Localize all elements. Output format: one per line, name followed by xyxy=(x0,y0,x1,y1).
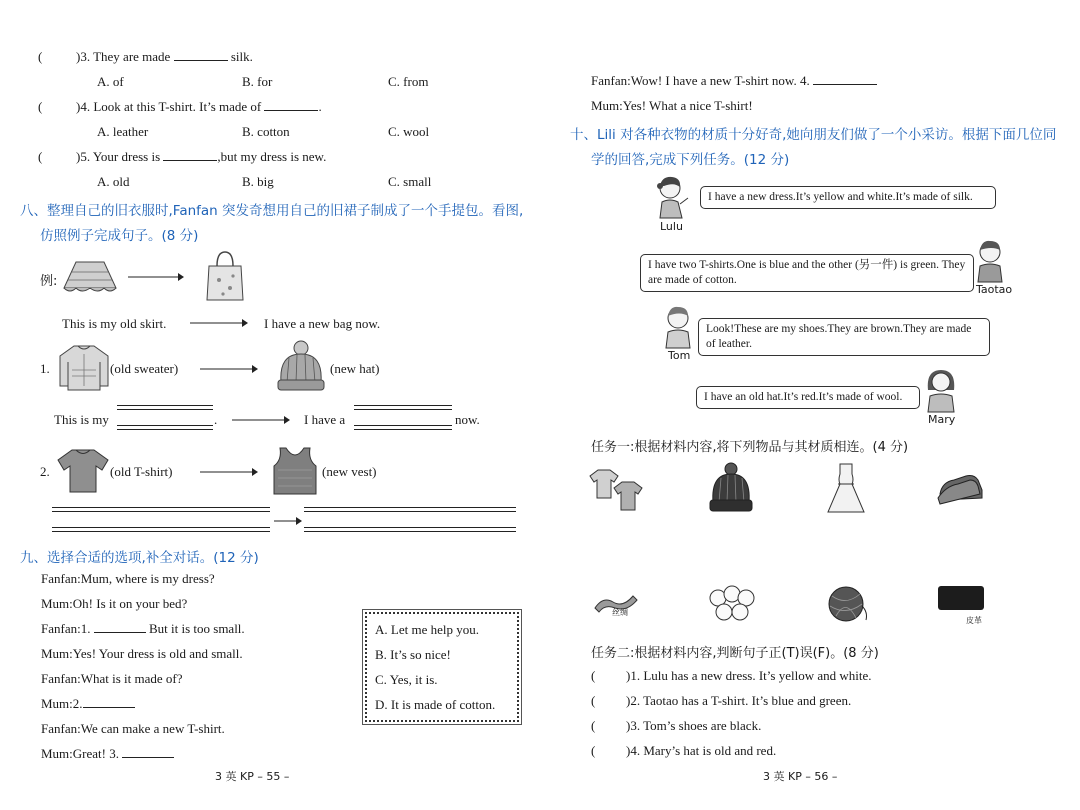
dialog-line-4: Mum:Yes! Your dress is old and small. xyxy=(41,646,243,661)
option-b: B. It’s so nice! xyxy=(375,647,451,662)
section-9-heading: 九、选择合适的选项,补全对话。(12 分) xyxy=(20,550,259,566)
task-2-heading: 任务二:根据材料内容,判断句子正(T)误(F)。(8 分) xyxy=(591,646,879,661)
tf-2-text: )2. Taotao has a T-shirt. It’s blue and green. xyxy=(626,693,852,708)
tf-1-text: )1. Lulu has a new dress. It’s yellow and white. xyxy=(626,668,872,683)
item-1-number: 1. xyxy=(40,361,50,376)
sweater-icon xyxy=(58,342,110,392)
item-1-sentence-end: now. xyxy=(455,412,480,427)
tf-1-paren[interactable]: ( xyxy=(591,668,596,683)
item-2-answer-line-4[interactable] xyxy=(304,527,516,532)
t-shirt-icon xyxy=(56,448,110,494)
page-number-right: 3 英 KP – 56 – xyxy=(763,770,838,783)
tf-3-paren[interactable]: ( xyxy=(591,718,596,733)
item-2-new-label: (new vest) xyxy=(322,464,377,479)
arrow-icon xyxy=(190,318,248,328)
q3-blank[interactable] xyxy=(174,49,228,61)
skirt-icon xyxy=(60,258,120,296)
item-2-answer-line-3[interactable] xyxy=(304,507,516,512)
item-1-sentence-start: This is my xyxy=(54,412,109,427)
taotao-avatar-icon xyxy=(972,238,1006,284)
q5-paren: ( xyxy=(38,149,43,164)
taotao-speech-bubble: I have two T-shirts.One is blue and the other (另一件) is green. They are made of cotton. xyxy=(640,254,974,292)
item-1-old-label: (old sweater) xyxy=(110,361,179,376)
q4-stem: )4. Look at this T-shirt. It’s made of . xyxy=(76,99,322,114)
lulu-avatar-icon xyxy=(656,174,690,220)
q3-option-b: B. for xyxy=(242,74,273,89)
knit-hat-icon xyxy=(708,462,754,516)
dialog-line-3: Fanfan:1. But it is too small. xyxy=(41,621,245,636)
arrow-icon xyxy=(200,467,258,477)
leather-shoes-icon xyxy=(936,470,986,506)
item-2-answer-line-2[interactable] xyxy=(52,527,270,532)
mary-avatar-icon xyxy=(924,368,958,414)
item-1-period: . xyxy=(214,412,218,427)
wool-yarn-icon xyxy=(826,584,870,624)
two-t-shirts-icon xyxy=(590,468,646,514)
q5-stem: )5. Your dress is ,but my dress is new. xyxy=(76,149,327,164)
mary-speech-bubble: I have an old hat.It’s red.It’s made of wool. xyxy=(696,386,920,409)
dialog-blank-2[interactable] xyxy=(83,696,135,708)
option-a: A. Let me help you. xyxy=(375,622,479,637)
item-1-answer-line-3[interactable] xyxy=(354,405,452,410)
tf-4-paren[interactable]: ( xyxy=(591,743,596,758)
leather-swatch-icon xyxy=(938,586,984,610)
section-8-heading: 八、整理自己的旧衣服时,Fanfan 突发奇想用自己的旧裙子制成了一个手提包。看图, xyxy=(20,203,524,219)
q4-option-a: A. leather xyxy=(97,124,149,139)
dialog-line-7: Fanfan:We can make a new T-shirt. xyxy=(41,721,225,736)
dialog-line-1: Fanfan:Mum, where is my dress? xyxy=(41,571,215,586)
q4-paren: ( xyxy=(38,99,43,114)
lulu-speech-bubble: I have a new dress.It’s yellow and white.It’s made of silk. xyxy=(700,186,996,209)
leather-label: 皮革 xyxy=(966,616,982,625)
q5-option-a: A. old xyxy=(97,174,130,189)
item-2-old-label: (old T-shirt) xyxy=(110,464,173,479)
item-1-answer-line-4[interactable] xyxy=(354,425,452,430)
q4-blank[interactable] xyxy=(264,99,318,111)
vest-icon xyxy=(272,446,318,496)
arrow-icon xyxy=(128,272,184,282)
page-number-left: 3 英 KP – 55 – xyxy=(215,770,290,783)
item-2-number: 2. xyxy=(40,464,50,479)
dialog-line-5: Fanfan:What is it made of? xyxy=(41,671,183,686)
arrow-icon xyxy=(232,415,290,425)
item-1-new-label: (new hat) xyxy=(330,361,380,376)
tom-avatar-icon xyxy=(662,304,696,350)
dialog-line-2: Mum:Oh! Is it on your bed? xyxy=(41,596,188,611)
lulu-name: Lulu xyxy=(660,220,683,233)
q5-option-b: B. big xyxy=(242,174,274,189)
dialog-blank-4[interactable] xyxy=(813,73,877,85)
dialog-blank-1[interactable] xyxy=(94,621,146,633)
dialog-line-8: Mum:Great! 3. xyxy=(41,746,174,762)
tom-name: Tom xyxy=(668,349,691,362)
tf-2-paren[interactable]: ( xyxy=(591,693,596,708)
arrow-icon xyxy=(200,364,258,374)
q3-option-c: C. from xyxy=(388,74,429,89)
task-1-heading: 任务一:根据材料内容,将下列物品与其材质相连。(4 分) xyxy=(591,440,909,455)
fanfan-line: Fanfan:Wow! I have a new T-shirt now. 4. xyxy=(591,73,877,89)
option-c: C. Yes, it is. xyxy=(375,672,438,687)
cotton-icon xyxy=(708,584,760,624)
tf-4-text: )4. Mary’s hat is old and red. xyxy=(626,743,777,758)
dress-icon xyxy=(826,462,866,516)
q5-blank[interactable] xyxy=(163,149,217,161)
item-1-answer-line-1[interactable] xyxy=(117,405,213,410)
tf-3-text: )3. Tom’s shoes are black. xyxy=(626,718,762,733)
dialog-blank-3[interactable] xyxy=(122,746,174,758)
example-label: 例: xyxy=(40,274,58,289)
q4-option-b: B. cotton xyxy=(242,124,290,139)
example-sentence-1: This is my old skirt. xyxy=(62,316,167,331)
tote-bag-icon xyxy=(205,250,245,302)
options-box xyxy=(365,612,519,722)
example-sentence-2: I have a new bag now. xyxy=(264,316,381,331)
silk-label: 丝绸 xyxy=(612,608,628,617)
option-d: D. It is made of cotton. xyxy=(375,697,496,712)
mum-line: Mum:Yes! What a nice T-shirt! xyxy=(591,98,753,113)
knit-hat-icon xyxy=(275,340,327,394)
item-1-sentence-middle: I have a xyxy=(304,412,346,427)
item-2-answer-line-1[interactable] xyxy=(52,507,270,512)
q3-stem: )3. They are made silk. xyxy=(76,49,253,64)
section-10-heading: 十、Lili 对各种衣物的材质十分好奇,她向朋友们做了一个小采访。根据下面几位同 xyxy=(570,127,1057,143)
q5-option-c: C. small xyxy=(388,174,432,189)
taotao-name: Taotao xyxy=(976,283,1013,296)
q3-paren: ( xyxy=(38,49,43,64)
tom-speech-bubble: Look!These are my shoes.They are brown.They are made of leather. xyxy=(698,318,990,356)
q4-option-c: C. wool xyxy=(388,124,430,139)
dialog-line-6: Mum:2. xyxy=(41,696,135,712)
section-10-heading-line2: 学的回答,完成下列任务。(12 分) xyxy=(591,152,790,168)
mary-name: Mary xyxy=(928,413,956,426)
arrow-icon xyxy=(274,516,302,526)
section-8-heading-line2: 仿照例子完成句子。(8 分) xyxy=(40,228,199,244)
q3-option-a: A. of xyxy=(97,74,124,89)
item-1-answer-line-2[interactable] xyxy=(117,425,213,430)
